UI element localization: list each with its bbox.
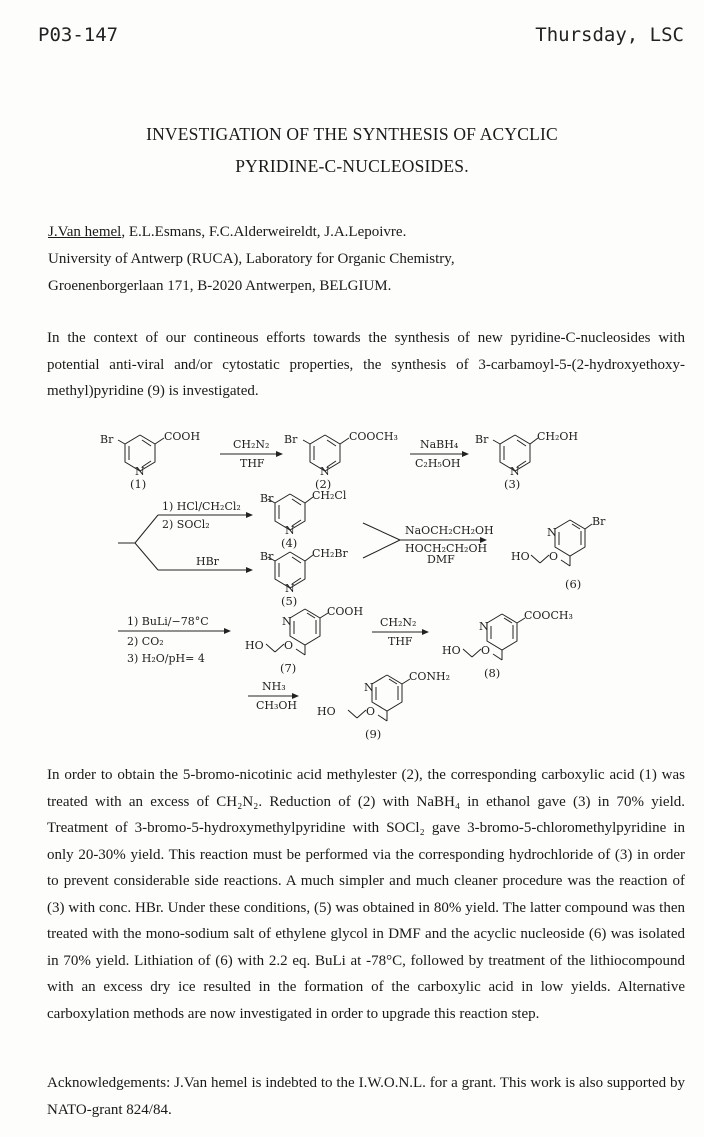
branch-arrows (118, 500, 253, 573)
c8-label: (8) (484, 666, 501, 680)
c6-hydroxyl: HO (511, 550, 530, 563)
c1-label: (1) (130, 477, 147, 491)
affiliation: University of Antwerp (RUCA), Laboratory for Organic Chemistry, (48, 251, 455, 267)
c1-substituent-br: Br (100, 433, 114, 446)
c9-hydroxyl: HO (317, 705, 336, 718)
reagent-5-bottom-1: HOCH₂CH₂OH (405, 542, 488, 555)
c3-substituent-br: Br (475, 433, 489, 446)
c6-label: (6) (565, 577, 582, 591)
compound-7 (245, 605, 363, 675)
c9-substituent-conh2: CONH₂ (409, 670, 451, 683)
compound-9 (317, 670, 450, 741)
c9-ether-o: O (366, 705, 376, 718)
reagent-5-bottom-2: DMF (427, 553, 455, 566)
reagent-6-line-1: 1) BuLi/−78°C (127, 615, 209, 628)
compound-4 (260, 489, 347, 550)
title-line-1: INVESTIGATION OF THE SYNTHESIS OF ACYCLIC (146, 124, 558, 144)
reagent-3-line-1: 1) HCl/CH₂Cl₂ (162, 500, 241, 513)
c2-label: (2) (315, 477, 332, 491)
arrow-1 (220, 438, 283, 470)
c7-ring-n: N (282, 615, 292, 628)
c9-label: (9) (365, 727, 382, 741)
c4-label: (4) (281, 536, 298, 550)
c2-substituent-cooch3: COOCH₃ (349, 430, 398, 443)
c5-label: (5) (281, 594, 298, 608)
c6-ring-n: N (547, 526, 557, 539)
body-text: In order to obtain the 5-bromo-nicotinic acid methylester (2), the corresponding carboxylic acid (1) was treated with an excess of CH₂N₂. Reduction of (2) with NaBH₄ in ethanol gave (3) in 70% yield. Treatment of 3-bromo-5-hydroxymethylpyridine with SOCl₂ gave 3-bromo-5-chloromethylpyridine in only 20-30% yield. This reaction must be performed via the corresponding hydrochloride of (3) in order to prevent considerable side reactions. A much simpler and much cleaner procedure was the reaction of (3) with conc. HBr. Under these conditions, (5) was obtained in 80% yield. The latter compound was then treated with the mono-sodium salt of ethylene glycol in DMF and the acyclic nucleoside (6) was isolated in 70% yield. Lithiation of (6) with 2.2 eq. BuLi at -78°C, followed by treatment of the lithiocompound with an excess dry ice resulted in the formation of the carboxylic acid in low yields. Alternative carboxylation methods are now investigated in order to upgrade this reaction step. (47, 767, 685, 1022)
c7-substituent-cooh: COOH (327, 605, 364, 618)
c4-substituent-ch2cl: CH₂Cl (312, 489, 347, 502)
c9-ring-n: N (364, 681, 374, 694)
arrow-8 (248, 680, 299, 712)
c5-ring-n: N (285, 582, 295, 595)
title-line-2: PYRIDINE-C-NUCLEOSIDES. (235, 156, 469, 176)
c4-ring-n: N (285, 524, 295, 537)
reagent-7-bottom: THF (388, 635, 413, 648)
c3-label: (3) (504, 477, 521, 491)
reagent-3-line-2: 2) SOCl₂ (162, 518, 210, 531)
reagent-2-bottom: C₂H₅OH (415, 457, 461, 470)
session-label: Thursday, LSC (535, 24, 684, 46)
author-list (48, 222, 406, 242)
acknowledgements-text: Acknowledgements: J.Van hemel is indebted to the I.W.O.N.L. for a grant. This work is also supported by NATO-grant 824/84. (47, 1075, 685, 1118)
c1-substituent-cooh: COOH (164, 430, 201, 443)
c5-substituent-ch2br: CH₂Br (312, 547, 348, 560)
reagent-6-line-2: 2) CO₂ (127, 635, 164, 648)
c6-substituent-br: Br (592, 515, 606, 528)
reagent-2-top: NaBH₄ (420, 438, 459, 451)
address: Groenenborgerlaan 171, B-2020 Antwerpen, BELGIUM. (48, 278, 392, 294)
c3-substituent-ch2oh: CH₂OH (537, 430, 579, 443)
arrow-6 (118, 615, 231, 665)
c8-hydroxyl: HO (442, 644, 461, 657)
c8-ring-n: N (479, 620, 489, 633)
c3-ring-n: N (510, 465, 520, 478)
reagent-4: HBr (196, 555, 219, 568)
compound-1 (100, 430, 200, 491)
reagent-8-bottom: CH₃OH (256, 699, 298, 712)
c6-ether-o: O (549, 550, 559, 563)
reagent-6-line-3: 3) H₂O/pH= 4 (127, 652, 205, 665)
reagent-7-top: CH₂N₂ (380, 616, 417, 629)
reagent-1-bottom: THF (240, 457, 265, 470)
co-authors: , E.L.Esmans, F.C.Alderweireldt, J.A.Lepoivre. (121, 224, 407, 240)
c7-label: (7) (280, 661, 297, 675)
intro-text: In the context of our contineous efforts towards the synthesis of new pyridine-C-nucleosides with potential anti-viral and/or cytostatic properties, the synthesis of 3-carbamoyl-5-(2-hydroxyethoxy-methyl)pyridine (9) is investigated. (47, 330, 685, 399)
compound-5 (260, 547, 349, 608)
c7-hydroxyl: HO (245, 639, 264, 652)
compound-3 (475, 430, 578, 491)
compound-8 (442, 609, 573, 680)
compound-2 (284, 430, 398, 491)
c8-substituent-cooch3: COOCH₃ (524, 609, 573, 622)
reagent-5-top: NaOCH₂CH₂OH (405, 524, 494, 537)
reagent-1-top: CH₂N₂ (233, 438, 270, 451)
body-paragraph (47, 762, 685, 1027)
c2-ring-n: N (320, 465, 330, 478)
paper-title (0, 118, 704, 182)
merge-arrow (363, 523, 494, 566)
arrow-2 (410, 438, 469, 470)
reaction-scheme (0, 410, 704, 760)
c7-ether-o: O (284, 639, 294, 652)
c2-substituent-br: Br (284, 433, 298, 446)
c8-ether-o: O (481, 644, 491, 657)
acknowledgements (47, 1070, 685, 1123)
presenting-author: J.Van hemel (48, 224, 122, 240)
compound-6 (511, 515, 606, 591)
c1-ring-n: N (135, 465, 145, 478)
abstract-code: P03-147 (38, 24, 119, 46)
arrow-7 (372, 616, 429, 648)
c5-substituent-br: Br (260, 550, 274, 563)
intro-paragraph (47, 325, 685, 405)
reagent-8-top: NH₃ (262, 680, 286, 693)
c4-substituent-br: Br (260, 492, 274, 505)
